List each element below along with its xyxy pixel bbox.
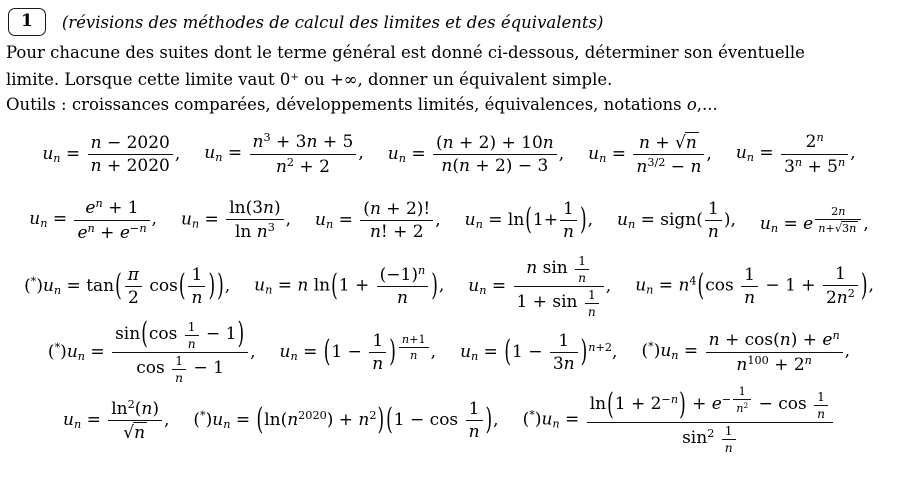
formula: $(^*)u_n = \tan$( $\frac{\pi}{2}$ cos( $\frac{1}{n}$ ) ), <box>24 264 231 308</box>
formula: $u_n$ = $\ln^2(n)$ √ n , <box>62 397 170 443</box>
formula: $u_n$ = $\frac{n^3 + 3n + 5}{n^2 + 2}$ , <box>204 131 364 177</box>
intro-text-segment: Pour chacune des suites dont le terme général est donné ci-dessous, déterminer son éventuelle <box>6 43 805 62</box>
formula: $u_n = e$ $^{2n n+ √ 3n}$ , <box>759 205 869 236</box>
intro-text-segment: ,... <box>696 95 718 115</box>
formula-row <box>6 121 892 187</box>
exercise-number-badge: 1 <box>8 8 46 36</box>
intro-text-segment: o <box>686 95 697 115</box>
formula: $u_n$ = $\frac{(n + 2) + 10n}{n(n + 2) - 3}$ , <box>387 132 565 176</box>
intro-line <box>6 40 892 65</box>
formula: $u_n$ = n + √ n $n^{3/2} - n$ , <box>588 132 712 177</box>
formula: $u_n = (1$ − $\frac{1}{3n}$ )$^{n+2}$, <box>460 330 618 374</box>
formula-block <box>6 121 892 455</box>
formula: $u_n = (1$ − $\frac{1}{n}$ ) $^{\frac{n+1}{n}}$ , <box>279 330 437 374</box>
formula-row <box>6 316 892 385</box>
intro-text-segment: Outils : croissances comparées, développements limités, équivalences, notations <box>6 95 687 115</box>
formula: $(^*)u_n = (\ln(n^{2020}) + n^2) (1 - \cos$ $\frac{1}{n}$ ), <box>193 398 499 442</box>
formula: $(^*)u_n$ = $\frac{n + \cos(n) + e^n}{n^{100} + 2^n}$ , <box>641 329 851 375</box>
formula: $u_n$ = $\frac{e^n + 1}{e^n + e^{-n}}$ , <box>29 197 157 243</box>
formula: $(^*)u_n$ = $\ln(1 + 2^{-n}) + e^{- \frac{1}{n^2}}$ − cos $\frac{1}{n}$ $\sin^2$ $\frac{1}{n}$ <box>523 385 835 455</box>
intro-text-segment: + <box>290 72 299 83</box>
intro-line <box>6 92 892 117</box>
intro-text-segment: limite. Lorsque cette limite vaut 0 <box>6 70 291 90</box>
exercise-header <box>6 6 892 38</box>
intro-text-segment: ou +∞, donner un équivalent simple. <box>298 70 613 90</box>
intro-paragraph <box>6 38 892 117</box>
formula: $(^*)u_n$ = sin(cos $\frac{1}{n}$ − 1) cos $\frac{1}{n}$ − 1 , <box>47 316 256 385</box>
formula: $u_n$ = $\frac{2^n}{3^n + 5^n}$ , <box>735 131 856 177</box>
formula: $u_n = n$ ln(1 + $\frac{(-1)^n}{n}$ ), <box>254 264 445 309</box>
formula: $u_n$ = n sin $\frac{1}{n}$ 1 + sin $\frac{1}{n}$ , <box>468 253 612 319</box>
formula: $u_n$ = $\frac{\ln(3n)}{\ln n^3}$ , <box>180 198 292 243</box>
formula: $u_n = \ln(1+$ $\frac{1}{n}$ ), <box>464 198 593 242</box>
intro-line <box>6 65 892 92</box>
formula: $u_n$ = $\frac{n - 2020}{n + 2020}$ , <box>42 132 181 176</box>
formula-row <box>6 187 892 253</box>
formula: $u_n$ = $\frac{(n + 2)!}{n! + 2}$ , <box>315 198 441 242</box>
formula: $u_n$ = sign( $\frac{1}{n}$ ), <box>616 198 736 242</box>
formula-row <box>6 253 892 319</box>
exercise-title: (révisions des méthodes de calcul des limites et des équivalents) <box>61 12 604 32</box>
formula-row <box>6 385 892 455</box>
formula: $u_n = n^4(\cos$ $\frac{1}{n}$ − 1 + $\frac{1}{2n^2}$ ), <box>635 264 874 309</box>
